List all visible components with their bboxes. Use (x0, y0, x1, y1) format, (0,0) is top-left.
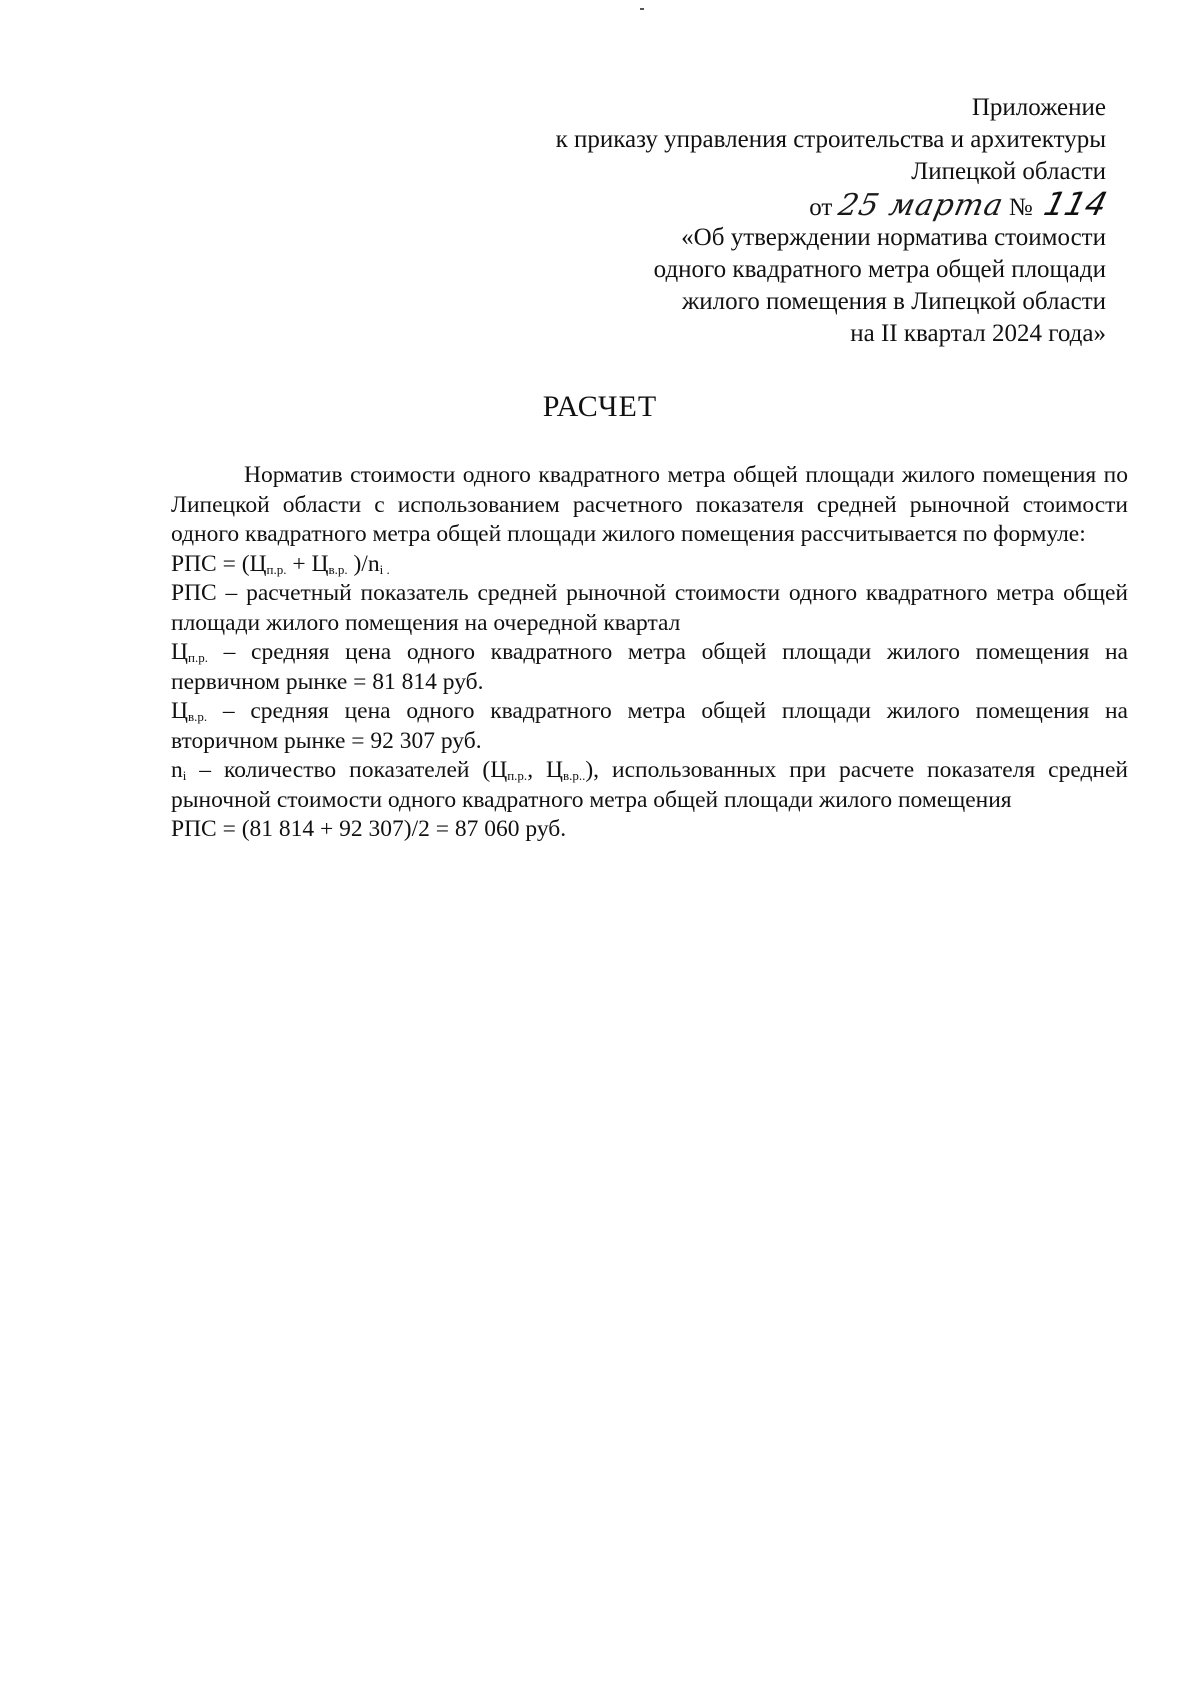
calculation-body (171, 461, 1128, 845)
document-title: РАСЧЕТ (542, 390, 658, 423)
date-prefix: от (809, 194, 833, 221)
order-subject-line-4: на II квартал 2024 года» (850, 320, 1106, 347)
order-subject-line-3: жилого помещения в Липецкой области (682, 288, 1106, 315)
order-date-number (406, 185, 1111, 223)
scan-mark (640, 8, 644, 10)
number-sign: № (1008, 194, 1033, 221)
order-subject-line-2: одного квадратного метра общей площади (653, 256, 1106, 283)
appendix-header (406, 92, 1111, 350)
secondary-price-definition: $Ц_{в.р.}$ – средняя цена одного квадратного метра общей площади жилого помещения на вторичном рынке = 92 307 руб. (171, 698, 1128, 754)
ni-definition: $n_i$ – количество показателей ($Ц_{п.р.}$, $Ц_{в.р..}$), использованных при расчете показателя средней рыночной стоимости одного квадратного метра общей площади жилого помещения (171, 757, 1128, 813)
order-reference: к приказу управления строительства и архитектуры (555, 126, 1106, 153)
order-subject-line-1: «Об утверждении норматива стоимости (681, 224, 1106, 251)
formula-line: РПС = ($Ц_{п.р.} + Ц_{в.р.}$ )$/n_{i .}$ (171, 550, 390, 577)
result-line: РПС = (81 814 + 92 307)/2 = 87 060 руб. (171, 816, 567, 842)
rps-definition: РПС – расчетный показатель средней рыночной стоимости одного квадратного метра общей площади жилого помещения на очередной квартал (171, 580, 1128, 636)
region-name: Липецкой области (911, 158, 1106, 185)
handwritten-number: 114 (1040, 185, 1111, 223)
appendix-label: Приложение (971, 94, 1106, 121)
primary-price-definition: $Ц_{п.р.}$ – средняя цена одного квадратного метра общей площади жилого помещения на первичном рынке = 81 814 руб. (171, 639, 1128, 695)
handwritten-date: 25 марта (834, 188, 1007, 223)
intro-paragraph: Норматив стоимости одного квадратного метра общей площади жилого помещения по Липецкой области с использованием расчетного показателя средней рыночной стоимости одного квадратного метра общей площади жилого помещения рассчитывается по формуле: (171, 462, 1128, 547)
